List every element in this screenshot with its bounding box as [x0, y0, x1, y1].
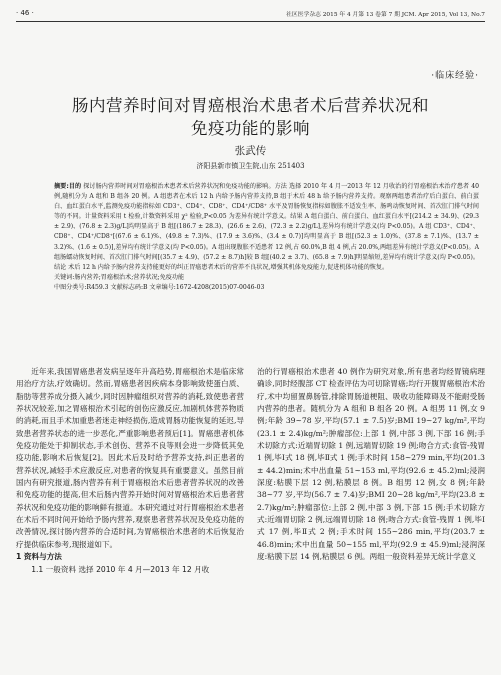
section-heading: 1 资料与方法	[16, 552, 62, 562]
title-line-2: 免疫功能的影响	[191, 119, 310, 138]
body-columns	[16, 366, 485, 576]
methods-paragraph: 治的行胃癌根治术患者 40 例作为研究对象,所有患者均经胃镜病理确诊,同时经腹部 CT 检查评估为可切除胃癌;均行开腹胃癌根治术治疗,术中均留置鼻肠管,排除胃肠道梗阻、吸收功能障碍及不能耐受肠内营养的患者。随机分为 A 组和 B 组各 20 例。A 组男 11 例,女 9 例;年龄 39~78 岁,平均(57.1 ± 7.5)岁;BMI 19~27 kg/m²,平均(23.1 ± 2.4)kg/m²;肿瘤部位:上部 1 例,中部 3 例,下部 16 例;手术切除方式:近端胃切除 1 例,远端胃切除 19 例;吻合方式:食管-残胃 1 例,毕Ⅰ式 18 例,毕Ⅱ式 1 例;手术时间 158~279 min,平均(201.3 ± 44.2)min;术中出血量 51~153 ml,平均(92.6 ± 45.2)ml;浸润深度:粘膜下层 12 例,粘膜层 8 例。B 组男 12 例,女 8 例;年龄 38~77 岁,平均(56.7 ± 7.4)岁;BMI 20~28 kg/m²,平均(23.8 ± 2.7)kg/m²;肿瘤部位:上部 2 例,中部 3 例,下部 15 例;手术切除方式:近端胃切除 2 例,远端胃切除 18 例;吻合方式:食管-残胃 1 例,毕Ⅰ式 17 例,毕Ⅱ式 2 例;手术时间 155~286 min,平均(203.7 ± 46.8)min;术中出血量 50~155 ml,平均(92.9 ± 45.9)ml;浸润深度:粘膜下层 14 例,粘膜层 6 例。两组一般资料差异无统计学意义	[257, 367, 485, 562]
right-column	[257, 366, 485, 576]
title-line-1: 肠内营养时间对胃癌根治术患者术后营养状况和	[72, 96, 429, 115]
running-header	[16, 9, 485, 22]
abstract-body: 探讨肠内营养时间对胃癌根治术患者术后营养状况和免疫功能的影响。方法 选择 2010 年 4 月一2013 年 12 月收治的行胃癌根治术治疗患者 40 例,随机分为 A 组和 B 组各 20 例。A 组患者在术后 12 h 内给予肠内营养支持,B 组于术后 48 h 给予肠内营养支持。观察两组患者治疗后白蛋白、前白蛋白、血红蛋白水平,监测免疫功能指标如 CD3⁺、CD4⁺、CD8⁺、CD4⁺/CD8⁺ 水平及胃肠恢复指标如腹胀不适发生率、肠鸣动恢复时间、首次肛门排气时间等的不同。计量资料采用 t 检验,计数资料采用 χ² 检验,P<0.05 为差异有统计学意义。结果 A 组白蛋白、前白蛋白、血红蛋白水平[(214.2 ± 34.9)、(29.3 ± 2.9)、(76.8 ± 2.3)g/L]均明显高于 B 组[(186.7 ± 28.3)、(26.6 ± 2.6)、(72.3 ± 2.2)g/L],差异均有统计学意义(均 P<0.05)。A 组 CD3⁺、CD4⁺、CD8⁺、CD4⁺/CD8⁺[(67.6 ± 6.1)%、(49.8 ± 7.3)%、(17.9 ± 3.6)%、(3.4 ± 0.7)]均明显高于 B 组[(52.3 ± 1.0)%、(37.8 ± 7.1)%、(13.7 ± 3.2)%、(1.6 ± 0.5)],差异均有统计学意义(均 P<0.05)。A 组出现腹胀不适患者 12 例,占 60.0%,B 组 4 例,占 20.0%,两组差异有统计学意义(P<0.05)。A 组肠蠕动恢复时间、首次肛门排气时间[(35.7 ± 4.9)、(57.2 ± 8.7)h]较 B 组[(40.2 ± 3.7)、(65.8 ± 7.9)h]明显缩短,差异均有统计学意义(均 P<0.05)。结论 术后 12 h 内给予肠内营养支持能更好的纠正胃癌患者术后的营养不良状况,增强其机体免疫能力,促进机体功能的恢复。	[54, 183, 479, 271]
section-tag: ·临床经验·	[431, 71, 479, 81]
classification-line: 中图分类号:R459.3 文献标志码:B 文章编号:1672-4208(2015)07-0046-03	[54, 283, 265, 291]
journal-info: 社区医学杂志 2015 年 4 月第 13 卷第 7 期 JCM. Apr 2015, Vol 13, No.7	[286, 12, 485, 18]
subsection-heading: 1.1 一般资料 选择 2010 年 4 月—2013 年 12 月收	[31, 564, 210, 574]
keywords: 关键词:肠内营养;胃癌根治术;营养状况;免疫功能	[54, 273, 185, 281]
author-name: 张武传	[234, 145, 267, 157]
page-number: · 46 ·	[16, 9, 34, 17]
left-column	[16, 366, 244, 576]
abstract-label: 摘要:目的	[54, 183, 82, 190]
affiliation: 济阳县新市镇卫生院,山东 251403	[196, 162, 305, 170]
abstract-text	[54, 182, 479, 273]
intro-paragraph: 近年来,我国胃癌患者发病呈逐年升高趋势,胃癌根治术是临床常用治疗方法,疗效确切。然而,胃癌患者因疾病本身影响致使蛋白质、脂肪等营养成分摄入减少,同时因肿瘤组织对营养的消耗,致使患者营养状况较差,加之胃癌根治术引起的创伤应激反应,加剧机体营养物质的消耗,而且手术加重患者迷走神经损伤,造成胃肠功能恢复的延迟,导致患者营养状态的进一步恶化,严重影响患者预后[1]。胃癌患者机体免疫功能处于抑制状态,手术创伤、营养不良等则会进一步降低其免疫功能,影响术后恢复[2]。因此术后及时给予营养支持,纠正患者的营养状况,减轻手术应激反应,对患者的恢复具有重要意义。虽然目前国内有研究报道,肠内营养有利于胃癌根治术后患者营养状况的改善和免疫功能的提高,但术后肠内营养开始时间对胃癌根治术后患者营养状况和免疫功能的影响鲜有报道。本研究通过对行胃癌根治术患者在术后不同时间开始给予肠内营养,观察患者营养状况及免疫功能的改善情况,探讨肠内营养的合适时间,为胃癌根治术患者的术后恢复治疗提供临床参考,现报道如下。	[16, 367, 244, 549]
abstract-block	[54, 182, 479, 293]
article-title	[0, 94, 501, 140]
